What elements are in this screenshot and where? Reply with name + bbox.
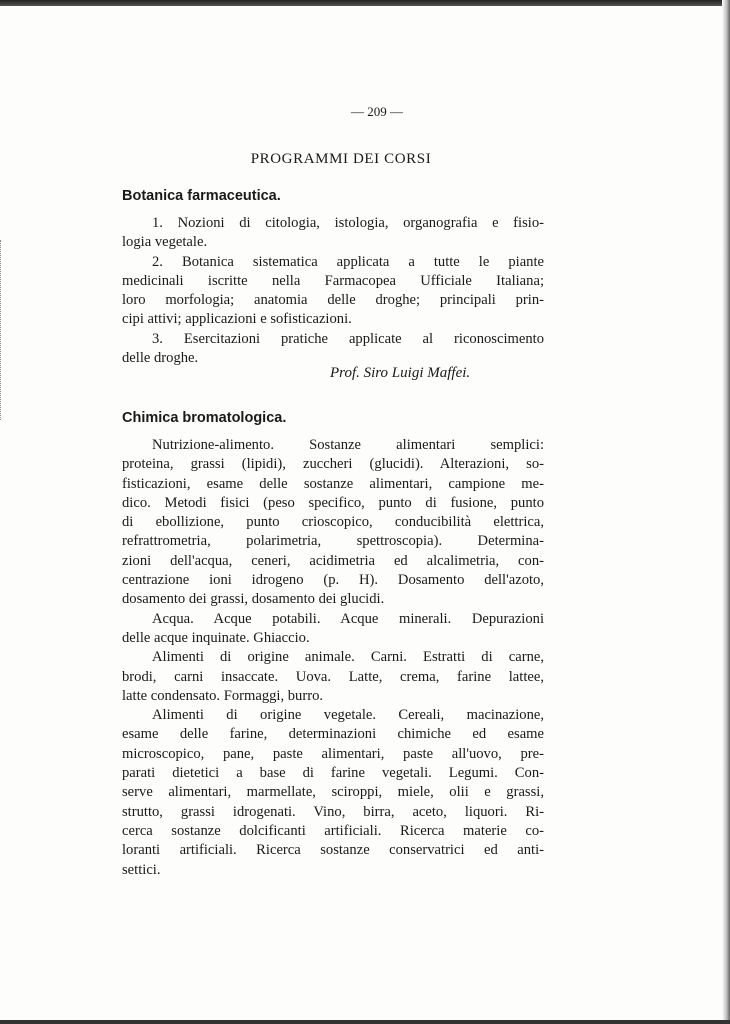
text-line: proteina, grassi (lipidi), zuccheri (glucidi). Alterazioni, so- [122, 456, 544, 473]
text-line: serve alimentari, marmellate, sciroppi, miele, olii e grassi, [122, 784, 544, 801]
text-line: centrazione ioni idrogeno (p. H). Dosamento dell'azoto, [122, 572, 544, 589]
signature: Prof. Siro Luigi Maffei. [330, 365, 471, 381]
text-line: fisticazioni, esame delle sostanze alimentari, campione me- [122, 475, 544, 492]
scan-top-edge [0, 0, 730, 6]
text-line: refrattrometria, polarimetria, spettroscopia). Determina- [122, 533, 544, 550]
text-line: 2. Botanica sistematica applicata a tutte le piante [152, 253, 544, 270]
text-line: brodi, carni insaccate. Uova. Latte, crema, farine lattee, [122, 668, 544, 685]
text-line: delle droghe. [122, 350, 199, 367]
scan-left-noise [0, 240, 4, 420]
text-line: di ebollizione, punto crioscopico, conducibilità elettrica, [122, 514, 544, 531]
section-heading-chimica: Chimica bromatologica. [122, 410, 287, 426]
section-body-chimica [122, 436, 544, 880]
text-line: settici. [122, 861, 161, 878]
text-line: esame delle farine, determinazioni chimiche ed esame [122, 726, 544, 743]
text-line: parati dietetici a base di farine vegetali. Legumi. Con- [122, 765, 544, 782]
page-title: PROGRAMMI DEI CORSI [250, 151, 432, 167]
page-number: — 209 — [351, 104, 403, 119]
text-line: Acqua. Acque potabili. Acque minerali. Depurazioni [152, 610, 544, 627]
text-line: loro morfologia; anatomia delle droghe; principali prin- [122, 292, 544, 309]
text-line: zioni dell'acqua, ceneri, acidimetria ed alcalimetria, con- [122, 552, 544, 569]
text-line: cipi attivi; applicazioni e sofisticazioni. [122, 311, 352, 328]
text-line: latte condensato. Formaggi, burro. [122, 687, 324, 704]
section-body-botanica [122, 214, 544, 368]
scan-right-edge [722, 0, 730, 1024]
scan-bottom-edge [0, 1020, 730, 1024]
text-line: delle acque inquinate. Ghiaccio. [122, 629, 310, 646]
text-line: dosamento dei grassi, dosamento dei glucidi. [122, 591, 385, 608]
text-line: dico. Metodi fisici (peso specifico, punto di fusione, punto [122, 494, 544, 511]
text-line: medicinali iscritte nella Farmacopea Ufficiale Italiana; [122, 272, 544, 289]
text-line: logia vegetale. [122, 234, 208, 251]
text-line: Alimenti di origine animale. Carni. Estratti di carne, [152, 649, 544, 666]
text-line: cerca sostanze dolcificanti artificiali. Ricerca materie co- [122, 822, 544, 839]
text-line: Alimenti di origine vegetale. Cereali, macinazione, [152, 707, 544, 724]
text-line: 3. Esercitazioni pratiche applicate al riconoscimento [152, 330, 544, 347]
text-line: Nutrizione-alimento. Sostanze alimentari semplici: [152, 437, 544, 453]
text-line: microscopico, pane, paste alimentari, paste all'uovo, pre- [122, 745, 544, 762]
text-line: 1. Nozioni di citologia, istologia, organografia e fisio- [152, 215, 544, 231]
text-line: loranti artificiali. Ricerca sostanze conservatrici ed anti- [122, 842, 544, 859]
section-heading-botanica: Botanica farmaceutica. [122, 188, 281, 204]
text-line: strutto, grassi idrogenati. Vino, birra, aceto, liquori. Ri- [122, 803, 544, 820]
